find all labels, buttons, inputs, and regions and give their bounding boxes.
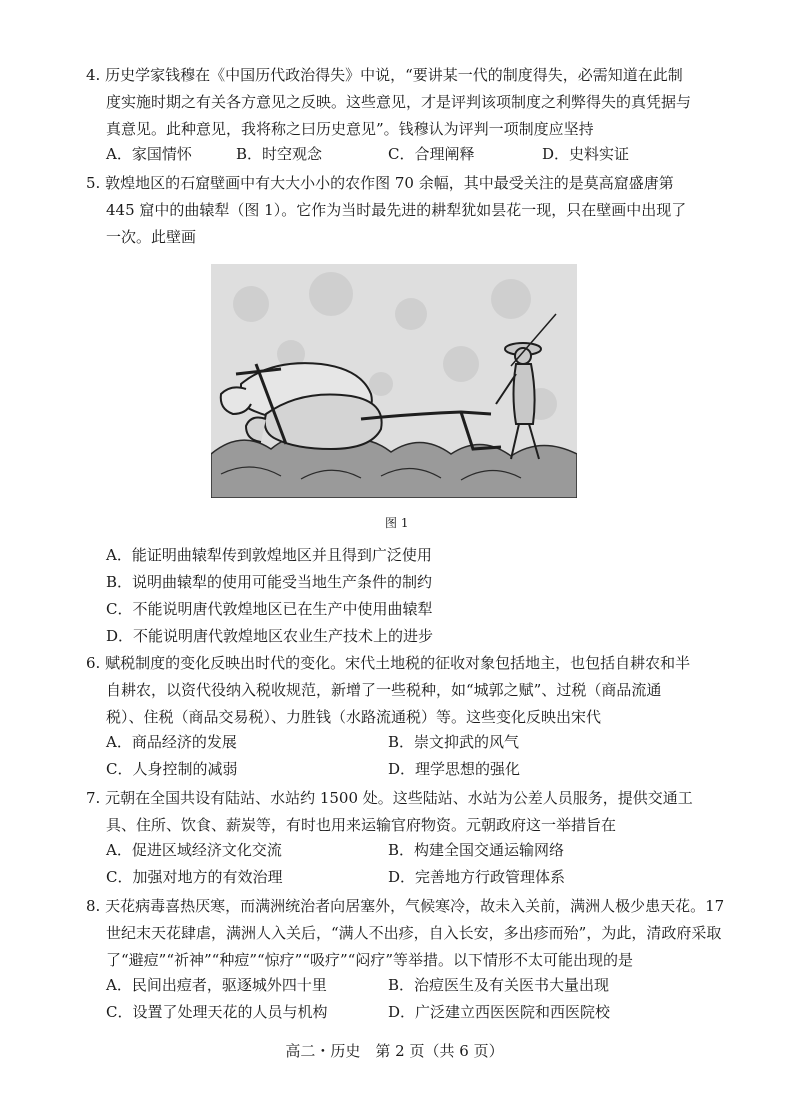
option-b[interactable]: B．构建全国交通运输网络 <box>388 841 565 859</box>
option-c[interactable]: C．加强对地方的有效治理 <box>106 868 283 886</box>
question-4 <box>86 62 716 143</box>
question-6-line: 自耕农，以资代役纳入税收规范，新增了一些税种，如“城郭之赋”、过税（商品流通 <box>106 681 662 699</box>
plough-mural-image <box>211 264 577 498</box>
option-d[interactable]: D．不能说明唐代敦煌地区农业生产技术上的进步 <box>106 627 434 645</box>
question-4-line: 4. 历史学家钱穆在《中国历代政治得失》中说，“要讲某一代的制度得失，必需知道在此制 <box>86 66 683 84</box>
option-b[interactable]: B．治痘医生及有关医书大量出现 <box>388 976 610 994</box>
option-b[interactable]: B．说明曲辕犁的使用可能受当地生产条件的制约 <box>106 573 433 591</box>
question-5-line: 5. 敦煌地区的石窟壁画中有大大小小的农作图 70 余幅，其中最受关注的是莫高窟盛唐第 <box>86 174 674 192</box>
question-8-options <box>106 974 706 1028</box>
question-8-line: 8. 天花病毒喜热厌寒，而满洲统治者向居塞外，气候寒冷，故未入关前，满洲人极少患天花。17 <box>86 897 725 915</box>
question-8-line: 世纪末天花肆虐，满洲人入关后，“满人不出疹，自入长安，多出疹而殆”，为此，清政府采取 <box>106 924 722 942</box>
option-a[interactable]: A．促进区域经济文化交流 <box>106 841 282 859</box>
question-8-line: 了“避痘”“祈神”“种痘”“惊疗”“吸疗”“闷疗”等举措。以下情形不太可能出现的是 <box>106 951 634 969</box>
figure-caption: 图 1 <box>385 516 409 530</box>
question-6 <box>86 650 716 731</box>
question-5 <box>86 170 716 251</box>
question-6-line: 税）、住税（商品交易税）、力胜钱（水路流通税）等。这些变化反映出宋代 <box>106 708 602 726</box>
option-c[interactable]: C．合理阐释 <box>388 145 475 163</box>
option-d[interactable]: D．理学思想的强化 <box>388 760 521 778</box>
question-7-line: 具、住所、饮食、薪炭等，有时也用来运输官府物资。元朝政府这一举措旨在 <box>106 816 617 834</box>
question-6-options <box>106 731 706 785</box>
option-b[interactable]: B．时空观念 <box>236 145 323 163</box>
mural-drawing <box>211 264 577 498</box>
option-d[interactable]: D．完善地方行政管理体系 <box>388 868 566 886</box>
option-a[interactable]: A．商品经济的发展 <box>106 733 237 751</box>
option-b[interactable]: B．崇文抑武的风气 <box>388 733 520 751</box>
question-5-options <box>106 542 433 650</box>
option-c[interactable]: C．设置了处理天花的人员与机构 <box>106 1003 328 1021</box>
question-7-options <box>106 839 706 893</box>
question-5-line: 445 窟中的曲辕犁（图 1）。它作为当时最先进的耕犁犹如昙花一现，只在壁画中出现了 <box>106 201 687 219</box>
question-7-line: 7. 元朝在全国共设有陆站、水站约 1500 处。这些陆站、水站为公差人员服务，提供交通工 <box>86 789 693 807</box>
option-a[interactable]: A．民间出痘者，驱逐城外四十里 <box>106 976 327 994</box>
question-4-options <box>106 143 706 170</box>
page-footer: 高二・历史 第 2 页（共 6 页） <box>285 1042 504 1060</box>
option-a[interactable]: A．家国情怀 <box>106 145 192 163</box>
question-4-line: 真意见。此种意见，我将称之曰历史意见”。钱穆认为评判一项制度应坚持 <box>106 120 594 138</box>
question-5-line: 一次。此壁画 <box>106 228 197 246</box>
option-c[interactable]: C．不能说明唐代敦煌地区已在生产中使用曲辕犁 <box>106 600 433 618</box>
option-a[interactable]: A．能证明曲辕犁传到敦煌地区并且得到广泛使用 <box>106 546 432 564</box>
option-d[interactable]: D．史料实证 <box>542 145 630 163</box>
question-7 <box>86 785 716 839</box>
option-c[interactable]: C．人身控制的减弱 <box>106 760 238 778</box>
question-8 <box>86 893 725 974</box>
question-4-line: 度实施时期之有关各方意见之反映。这些意见，才是评判该项制度之利弊得失的真凭据与 <box>106 93 692 111</box>
option-d[interactable]: D．广泛建立西医医院和西医院校 <box>388 1003 611 1021</box>
question-6-line: 6. 赋税制度的变化反映出时代的变化。宋代土地税的征收对象包括地主，也包括自耕农和半 <box>86 654 691 672</box>
